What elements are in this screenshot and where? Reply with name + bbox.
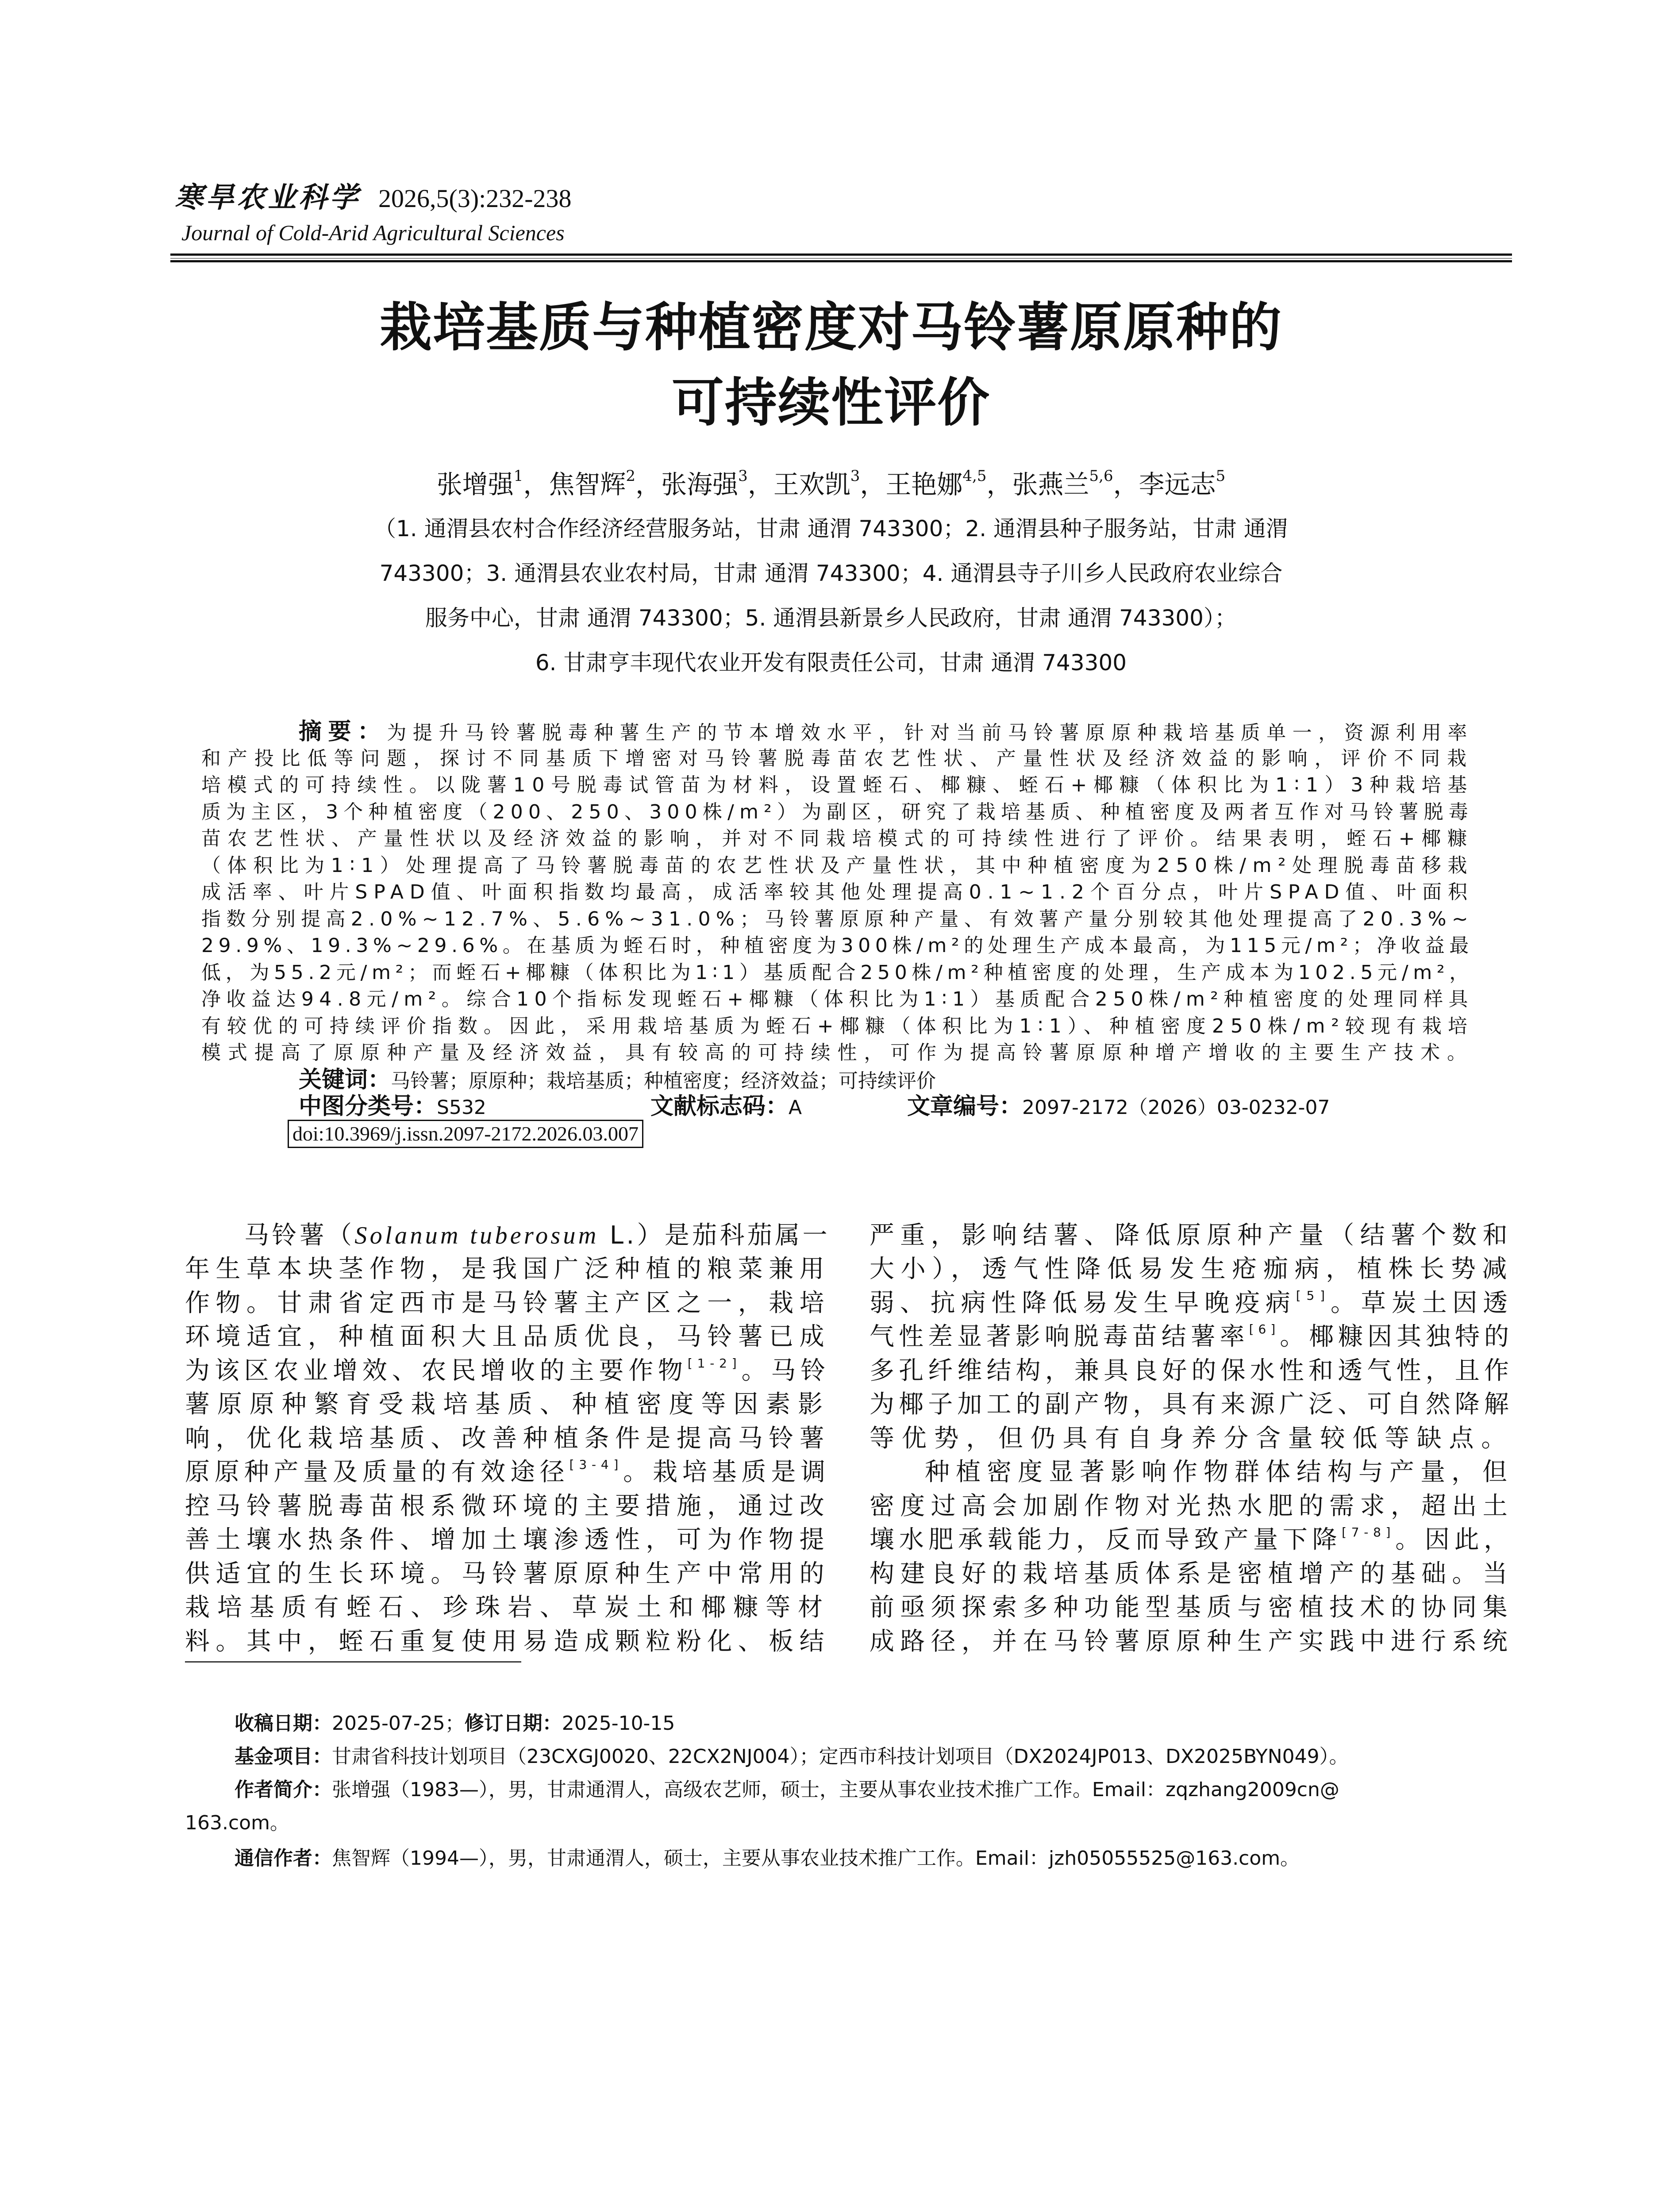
received-date: 2025-07-25； xyxy=(332,1712,465,1735)
header-rules xyxy=(170,253,1512,262)
author-affiliation-mark: 2 xyxy=(626,467,636,485)
header-rule xyxy=(170,253,1512,256)
author-list xyxy=(0,462,1662,507)
footnotes xyxy=(0,1707,1662,1875)
journal-volume-info: 2026,5(3):232-238 xyxy=(378,184,572,213)
revised-label: 修订日期： xyxy=(464,1712,562,1735)
body-text: 薯原原种繁育受栽培基质、种植密度等因素影 xyxy=(185,1390,830,1419)
footnote-fund xyxy=(235,1740,1662,1773)
author-separator: ， xyxy=(747,469,773,499)
citation-ref[interactable]: [1-2] xyxy=(687,1356,742,1371)
body-text-line xyxy=(869,1591,1513,1625)
paper-title-line-1: 栽培基质与种植密度对马铃薯原原种的 xyxy=(379,297,1282,358)
body-text: 马铃薯（ xyxy=(244,1221,355,1250)
author-name: 李远志 xyxy=(1139,469,1216,499)
body-text: 。因此， xyxy=(1395,1525,1513,1554)
body-text: 构建良好的栽培基质体系是密植增产的基础。当 xyxy=(869,1559,1513,1588)
abstract-text: 成活率、叶片SPAD值、叶面积指数均最高，成活率较其他处理提高0.1~1.2个百分点，叶片SPAD值、叶面积 xyxy=(201,881,1473,903)
author-name: 王欢凯 xyxy=(773,469,850,499)
affiliations xyxy=(0,507,1662,685)
body-text: 。马铃 xyxy=(741,1356,831,1385)
body-text-line xyxy=(185,1455,830,1490)
abstract xyxy=(201,718,1473,1067)
classification-clc xyxy=(299,1093,486,1121)
body-text-line xyxy=(185,1320,830,1354)
body-text: 原原种产量及质量的有效途径 xyxy=(185,1458,569,1486)
abstract-text: 培模式的可持续性。以陇薯10号脱毒试管苗为材料，设置蛭石、椰糠、蛭石+椰糠（体积比为1∶1）3种栽培基 xyxy=(201,774,1473,796)
journal-header xyxy=(175,175,1662,252)
doi-link[interactable]: doi:10.3969/j.issn.2097-2172.2026.03.007 xyxy=(288,1120,643,1148)
abstract-text: 苗农艺性状、产量性状以及经济效益的影响，并对不同栽培模式的可持续性进行了评价。结果表明，蛭石+椰糠 xyxy=(201,827,1473,850)
abstract-line xyxy=(201,1013,1473,1040)
header-rule xyxy=(170,258,1512,259)
author-affiliation-mark: 3 xyxy=(850,467,860,485)
body-text-line xyxy=(869,1388,1513,1422)
citation-ref[interactable]: [6] xyxy=(1249,1322,1280,1336)
body-columns xyxy=(0,1219,1662,1661)
body-text: 作物。甘肃省定西市是马铃薯主产区之一，栽培 xyxy=(185,1288,830,1317)
author-separator: ， xyxy=(635,469,662,499)
body-text-line xyxy=(869,1354,1513,1388)
footnote-corresponding xyxy=(235,1842,1662,1875)
body-text: 多孔纤维结构，兼具良好的保水性和透气性，且作 xyxy=(869,1356,1513,1385)
doc-code-label: 文献标志码： xyxy=(650,1093,789,1120)
abstract-line xyxy=(201,933,1473,960)
body-text: 大小），透气性降低易发生疮痂病，植株长势减 xyxy=(869,1255,1513,1283)
body-text-line xyxy=(185,1591,830,1625)
body-text-line xyxy=(185,1422,830,1456)
abstract-text: 模式提高了原原种产量及经济效益，具有较高的可持续性，可作为提高铃薯原原种增产增收的主要生产技术。 xyxy=(201,1041,1473,1064)
body-text: 气性差显著影响脱毒苗结薯率 xyxy=(869,1322,1249,1351)
body-text-line xyxy=(185,1523,830,1557)
body-text: 料。其中，蛭石重复使用易造成颗粒粉化、板结 xyxy=(185,1627,830,1656)
body-text-line xyxy=(185,1354,830,1388)
body-text: 弱、抗病性降低易发生早晚疫病 xyxy=(869,1288,1296,1317)
abstract-line xyxy=(201,772,1473,799)
abstract-line xyxy=(201,879,1473,906)
species-name: Solanum tuberosum xyxy=(354,1221,599,1249)
abstract-line xyxy=(201,718,1473,745)
abstract-line xyxy=(201,826,1473,853)
body-text-line xyxy=(869,1455,1513,1490)
author-affiliation-mark: 1 xyxy=(513,467,523,485)
body-text-line xyxy=(185,1286,830,1321)
affiliation-line: 743300；3. 通渭县农业农村局，甘肃 通渭 743300；4. 通渭县寺子川乡人民政府农业综合 xyxy=(379,561,1283,586)
body-text: 环境适宜，种植面积大且品质优良，马铃薯已成 xyxy=(185,1322,830,1351)
body-text: 年生草本块茎作物，是我国广泛种植的粮菜兼用 xyxy=(185,1255,830,1283)
article-no-label: 文章编号： xyxy=(907,1093,1023,1120)
body-text: 严重，影响结薯、降低原原种产量（结薯个数和 xyxy=(869,1221,1513,1250)
author-affiliation-mark: 4,5 xyxy=(962,467,987,485)
author-affiliation-mark: 5,6 xyxy=(1089,467,1113,485)
author-separator: ， xyxy=(1113,469,1139,499)
footnote-dates xyxy=(235,1707,1662,1740)
body-text: 成路径，并在马铃薯原原种生产实践中进行系统 xyxy=(869,1627,1513,1656)
affiliation-line: 6. 甘肃亨丰现代农业开发有限责任公司，甘肃 通渭 743300 xyxy=(535,650,1127,676)
footnote-rule xyxy=(185,1661,521,1663)
citation-ref[interactable]: [3-4] xyxy=(569,1457,623,1472)
body-text-line xyxy=(869,1523,1513,1557)
article-no-value: 2097-2172（2026）03-0232-07 xyxy=(1022,1096,1330,1119)
author-name: 王艳娜 xyxy=(885,469,963,499)
body-left-column xyxy=(185,1219,830,1659)
clc-value: S532 xyxy=(437,1096,486,1119)
body-text: 为该区农业增效、农民增收的主要作物 xyxy=(185,1356,688,1385)
body-text: 响，优化栽培基质、改善种植条件是提高马铃薯 xyxy=(185,1424,830,1453)
author-separator: ， xyxy=(523,469,549,499)
classification-article-no xyxy=(907,1093,1330,1121)
abstract-text: 净收益达94.8元/m²。综合10个指标发现蛭石+椰糠（体积比为1∶1）基质配合250株/m²种植密度的处理同样具 xyxy=(201,988,1473,1010)
body-text-line xyxy=(185,1219,830,1253)
body-text-line xyxy=(869,1320,1513,1354)
received-label: 收稿日期： xyxy=(235,1712,332,1735)
body-text-line xyxy=(869,1286,1513,1321)
body-text: 前亟须探索多种功能型基质与密植技术的协同集 xyxy=(869,1593,1513,1622)
body-text: 等优势，但仍具有自身养分含量较低等缺点。 xyxy=(869,1424,1513,1453)
doi-row xyxy=(288,1120,1662,1148)
abstract-text: 低，为55.2元/m²；而蛭石+椰糠（体积比为1∶1）基质配合250株/m²种植密度的处理，生产成本为102.5元/m²， xyxy=(201,961,1473,984)
body-text: 善土壤水热条件、增加土壤渗透性，可为作物提 xyxy=(185,1525,830,1554)
abstract-text: 指数分别提高2.0%~12.7%、5.6%~31.0%；马铃薯原原种产量、有效薯产量分别较其他处理提高了20.3%~ xyxy=(201,907,1473,930)
abstract-line xyxy=(201,1040,1473,1067)
body-text: 密度过高会加剧作物对光热水肥的需求，超出土 xyxy=(869,1491,1513,1521)
affiliation-line: （1. 通渭县农村合作经济经营服务站，甘肃 通渭 743300；2. 通渭县种子服务站，甘肃 通渭 xyxy=(374,516,1288,541)
body-text: 种植密度显著影响作物群体结构与产量，但 xyxy=(925,1458,1513,1486)
body-text: 供适宜的生长环境。马铃薯原原种生产中常用的 xyxy=(185,1559,830,1588)
author-separator: ， xyxy=(986,469,1012,499)
clc-label: 中图分类号： xyxy=(299,1093,437,1120)
citation-ref[interactable]: [7-8] xyxy=(1342,1525,1396,1540)
revised-date: 2025-10-15 xyxy=(562,1712,675,1735)
body-text: 。草炭土因透 xyxy=(1330,1288,1513,1317)
keywords-block xyxy=(299,1067,1662,1120)
abstract-text: 和产投比低等问题，探讨不同基质下增密对马铃薯脱毒苗农艺性状、产量性状及经济效益的影响，评价不同栽 xyxy=(201,747,1473,770)
body-text-line xyxy=(869,1219,1513,1253)
body-text: 栽培基质有蛭石、珍珠岩、草炭土和椰糠等材 xyxy=(185,1593,830,1622)
abstract-text: 有较优的可持续评价指数。因此，采用栽培基质为蛭石+椰糠（体积比为1∶1）、种植密度250株/m²较现有栽培 xyxy=(201,1014,1473,1037)
abstract-line xyxy=(201,745,1473,772)
body-text: 控马铃薯脱毒苗根系微环境的主要措施，通过改 xyxy=(185,1491,830,1521)
abstract-text: 为提升马铃薯脱毒种薯生产的节本增效水平，针对当前马铃薯原原种栽培基质单一，资源利用率 xyxy=(387,722,1473,744)
citation-ref[interactable]: [5] xyxy=(1296,1288,1331,1303)
body-text-line xyxy=(869,1557,1513,1591)
corr-label: 通信作者： xyxy=(235,1847,332,1870)
doc-code-value: A xyxy=(789,1096,802,1119)
body-text: 壤水肥承载能力，反而导致产量下降 xyxy=(869,1525,1342,1554)
journal-name-en: Journal of Cold-Arid Agricultural Sciences xyxy=(181,220,565,245)
abstract-text: （体积比为1∶1）处理提高了马铃薯脱毒苗的农艺性状及产量性状，其中种植密度为250株/m²处理脱毒苗移栽 xyxy=(201,854,1473,877)
body-right-column xyxy=(869,1219,1513,1659)
body-text-line xyxy=(185,1625,830,1659)
keywords xyxy=(299,1067,1662,1093)
body-text: 。栽培基质是调 xyxy=(623,1458,831,1486)
affiliation-line: 服务中心，甘肃 通渭 743300；5. 通渭县新景乡人民政府，甘肃 通渭 743300）； xyxy=(425,605,1237,631)
body-text: L.）是茄科茄属一 xyxy=(599,1221,830,1250)
corr-value: 焦智辉（1994—），男，甘肃通渭人，硕士，主要从事农业技术推广工作。Email：jzh05055525@163.com。 xyxy=(332,1847,1300,1870)
author-name: 张海强 xyxy=(661,469,739,499)
paper-title-line-2: 可持续性评价 xyxy=(671,372,990,433)
header-rule xyxy=(170,260,1512,262)
fund-value: 甘肃省科技计划项目（23CXGJ0020、22CX2NJ004）；定西市科技计划项目（DX2024JP013、DX2025BYN049）。 xyxy=(332,1745,1349,1768)
journal-name-cn: 寒旱农业科学 xyxy=(175,181,361,214)
abstract-text: 29.9%、19.3%~29.6%。在基质为蛭石时，种植密度为300株/m²的处理生产成本最高，为115元/m²；净收益最 xyxy=(201,934,1473,957)
abstract-text: 质为主区，3个种植密度（200、250、300株/m²）为副区，研究了栽培基质、种植密度及两者互作对马铃薯脱毒 xyxy=(201,800,1473,823)
body-text: 。椰糠因其独特的 xyxy=(1280,1322,1513,1351)
fund-label: 基金项目： xyxy=(235,1745,332,1768)
author-name: 张增强 xyxy=(436,469,514,499)
paper-title xyxy=(0,290,1662,440)
body-text-line xyxy=(185,1490,830,1524)
body-text-line xyxy=(869,1625,1513,1659)
author-name: 焦智辉 xyxy=(549,469,626,499)
footnote-author-bio-cont: 163.com。 xyxy=(185,1811,289,1834)
abstract-label: 摘要： xyxy=(299,718,387,745)
abstract-line xyxy=(201,853,1473,879)
abstract-line xyxy=(201,799,1473,826)
footnote-author-bio xyxy=(235,1773,1662,1806)
bio-label: 作者简介： xyxy=(235,1778,332,1801)
abstract-line xyxy=(201,986,1473,1013)
body-text-line xyxy=(185,1388,830,1422)
keywords-label: 关键词： xyxy=(299,1066,391,1093)
body-text-line xyxy=(185,1252,830,1286)
classification-doc-code xyxy=(650,1093,802,1121)
bio-value: 张增强（1983—），男，甘肃通渭人，高级农艺师，硕士，主要从事农业技术推广工作。Email：zqzhang2009cn@ xyxy=(332,1778,1339,1801)
body-text-line xyxy=(869,1252,1513,1286)
author-separator: ， xyxy=(860,469,886,499)
abstract-line xyxy=(201,960,1473,987)
abstract-line xyxy=(201,906,1473,933)
classification xyxy=(299,1093,1662,1120)
body-text-line xyxy=(185,1557,830,1591)
body-text-line xyxy=(869,1422,1513,1456)
author-affiliation-mark: 3 xyxy=(738,467,748,485)
body-text: 为椰子加工的副产物，具有来源广泛、可自然降解 xyxy=(869,1390,1513,1419)
author-affiliation-mark: 5 xyxy=(1216,467,1226,485)
keywords-text: 马铃薯；原原种；栽培基质；种植密度；经济效益；可持续评价 xyxy=(391,1069,936,1092)
body-text-line xyxy=(869,1490,1513,1524)
author-name: 张燕兰 xyxy=(1012,469,1089,499)
